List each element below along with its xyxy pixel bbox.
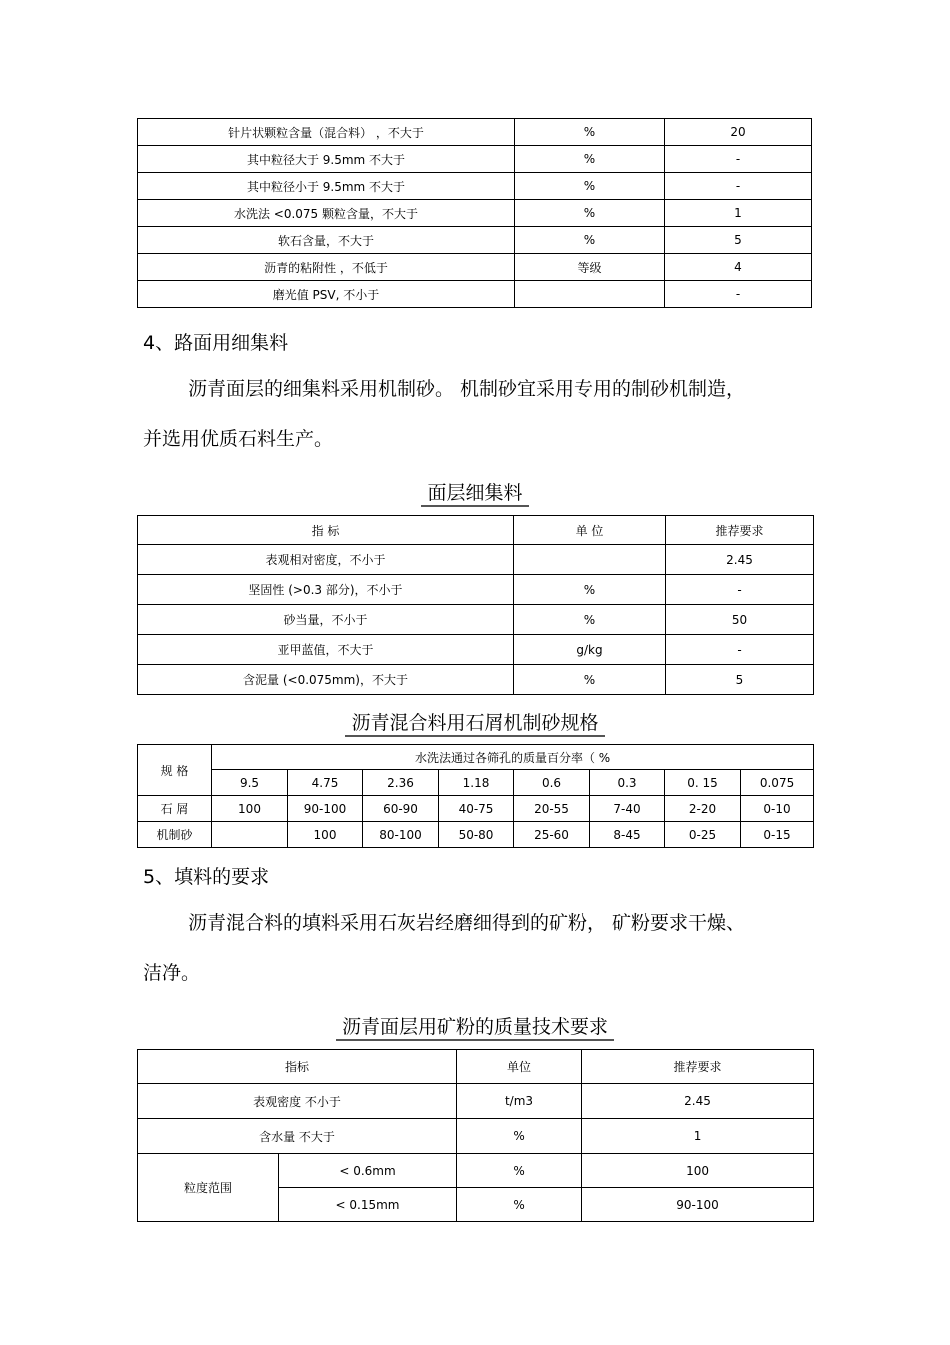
table-header-row <box>138 1050 814 1084</box>
table-row <box>138 146 812 173</box>
unit-cell: % <box>515 119 665 146</box>
group-header-cell: 水洗法通过各筛孔的质量百分率（ % <box>212 745 814 770</box>
gradation-row <box>138 1154 814 1188</box>
indicator-cell: 砂当量，不小于 <box>138 605 514 635</box>
sieve-size-cell: 1.18 <box>439 770 514 796</box>
requirement-cell: 5 <box>665 227 812 254</box>
fine-aggregate-table-caption: 面层细集料 <box>0 478 950 505</box>
table-row <box>138 822 814 848</box>
passing-percent-cell: 0-15 <box>741 822 814 848</box>
material-name-cell: 机制砂 <box>138 822 212 848</box>
unit-cell: t/m3 <box>457 1084 582 1119</box>
sieve-size-cell: 0.075 <box>741 770 814 796</box>
requirement-cell: - <box>665 281 812 308</box>
table-row <box>138 575 814 605</box>
sieve-size-cell: 0. 15 <box>665 770 741 796</box>
unit-cell: % <box>515 227 665 254</box>
table-row <box>138 605 814 635</box>
passing-percent-cell: 20-55 <box>514 796 590 822</box>
requirement-cell: 1 <box>665 200 812 227</box>
requirement-cell: 90-100 <box>582 1188 814 1222</box>
sieve-size-cell: 2.36 <box>363 770 439 796</box>
indicator-cell: 针片状颗粒含量（混合料） ，不大于 <box>138 119 515 146</box>
table-row <box>138 665 814 695</box>
gradation-label-cell: 粒度范围 <box>138 1154 279 1222</box>
column-header: 单位 <box>457 1050 582 1084</box>
table-row <box>138 796 814 822</box>
requirement-cell: - <box>665 146 812 173</box>
sieve-size-cell: 0.6 <box>514 770 590 796</box>
table-row <box>138 173 812 200</box>
table-row <box>138 545 814 575</box>
unit-cell: % <box>515 146 665 173</box>
requirement-cell: - <box>666 635 814 665</box>
passing-percent-cell: 50-80 <box>439 822 514 848</box>
indicator-cell: 表观密度 不小于 <box>138 1084 457 1119</box>
table-row <box>138 1084 814 1119</box>
material-name-cell: 石 屑 <box>138 796 212 822</box>
unit-cell: 等级 <box>515 254 665 281</box>
passing-percent-cell: 0-25 <box>665 822 741 848</box>
table-row <box>138 281 812 308</box>
requirement-cell: 2.45 <box>666 545 814 575</box>
passing-percent-cell: 8-45 <box>590 822 665 848</box>
unit-cell: % <box>515 173 665 200</box>
indicator-cell: 其中粒径大于 9.5mm 不大于 <box>138 146 515 173</box>
unit-cell: % <box>457 1119 582 1154</box>
requirement-cell: 1 <box>582 1119 814 1154</box>
section-5-paragraph-line-1: 沥青混合料的填料采用石灰岩经磨细得到的矿粉， 矿粉要求干燥、 <box>188 912 746 934</box>
aggregate-quality-table <box>137 118 812 308</box>
column-header: 指 标 <box>138 516 514 545</box>
unit-cell: % <box>514 575 666 605</box>
section-4-paragraph-line-1: 沥青面层的细集料采用机制砂。 机制砂宜采用专用的制砂机制造， <box>188 378 746 400</box>
section-5-heading: 5、填料的要求 <box>143 866 270 888</box>
unit-cell <box>514 545 666 575</box>
passing-percent-cell: 100 <box>212 796 288 822</box>
table-row <box>138 119 812 146</box>
sand-gradation-table <box>137 744 814 848</box>
column-header: 指标 <box>138 1050 457 1084</box>
indicator-cell: 水洗法 <0.075 颗粒含量，不大于 <box>138 200 515 227</box>
table-row <box>138 635 814 665</box>
sieve-size-cell: 9.5 <box>212 770 288 796</box>
indicator-cell: 沥青的粘附性 ，不低于 <box>138 254 515 281</box>
passing-percent-cell: 40-75 <box>439 796 514 822</box>
unit-cell: % <box>514 605 666 635</box>
section-4-paragraph-line-2: 并选用优质石料生产。 <box>143 428 334 450</box>
mineral-powder-table <box>137 1049 814 1222</box>
indicator-cell: 亚甲蓝值，不大于 <box>138 635 514 665</box>
unit-cell: % <box>457 1154 582 1188</box>
indicator-cell: 软石含量，不大于 <box>138 227 515 254</box>
size-range-cell: < 0.15mm <box>279 1188 457 1222</box>
table-row <box>138 1119 814 1154</box>
unit-cell: g/kg <box>514 635 666 665</box>
requirement-cell: 20 <box>665 119 812 146</box>
passing-percent-cell: 25-60 <box>514 822 590 848</box>
unit-cell <box>515 281 665 308</box>
fine-aggregate-table <box>137 515 814 695</box>
size-range-cell: < 0.6mm <box>279 1154 457 1188</box>
passing-percent-cell <box>212 822 288 848</box>
passing-percent-cell: 100 <box>288 822 363 848</box>
table-row <box>138 254 812 281</box>
unit-cell: % <box>515 200 665 227</box>
sieve-size-cell: 0.3 <box>590 770 665 796</box>
indicator-cell: 其中粒径小于 9.5mm 不大于 <box>138 173 515 200</box>
unit-cell: % <box>457 1188 582 1222</box>
requirement-cell: 2.45 <box>582 1084 814 1119</box>
passing-percent-cell: 0-10 <box>741 796 814 822</box>
indicator-cell: 坚固性 (>0.3 部分)，不小于 <box>138 575 514 605</box>
requirement-cell: 4 <box>665 254 812 281</box>
indicator-cell: 含水量 不大于 <box>138 1119 457 1154</box>
table-row <box>138 227 812 254</box>
indicator-cell: 磨光值 PSV, 不小于 <box>138 281 515 308</box>
unit-cell: % <box>514 665 666 695</box>
sieve-size-cell: 4.75 <box>288 770 363 796</box>
column-header: 推荐要求 <box>582 1050 814 1084</box>
group-header-row <box>138 745 814 770</box>
passing-percent-cell: 90-100 <box>288 796 363 822</box>
indicator-cell: 含泥量 (<0.075mm)，不大于 <box>138 665 514 695</box>
indicator-cell: 表观相对密度，不小于 <box>138 545 514 575</box>
column-header: 单 位 <box>514 516 666 545</box>
requirement-cell: 50 <box>666 605 814 635</box>
passing-percent-cell: 2-20 <box>665 796 741 822</box>
requirement-cell: 100 <box>582 1154 814 1188</box>
sand-gradation-table-caption: 沥青混合料用石屑机制砂规格 <box>0 708 950 735</box>
column-header: 推荐要求 <box>666 516 814 545</box>
passing-percent-cell: 60-90 <box>363 796 439 822</box>
table-row <box>138 200 812 227</box>
requirement-cell: 5 <box>666 665 814 695</box>
requirement-cell: - <box>665 173 812 200</box>
spec-label-cell: 规 格 <box>138 745 212 796</box>
section-4-heading: 4、路面用细集料 <box>143 332 289 354</box>
requirement-cell: - <box>666 575 814 605</box>
section-5-paragraph-line-2: 洁净。 <box>143 962 201 984</box>
passing-percent-cell: 7-40 <box>590 796 665 822</box>
mineral-powder-table-caption: 沥青面层用矿粉的质量技术要求 <box>0 1012 950 1039</box>
table-header-row <box>138 516 814 545</box>
passing-percent-cell: 80-100 <box>363 822 439 848</box>
sieve-size-row <box>138 770 814 796</box>
